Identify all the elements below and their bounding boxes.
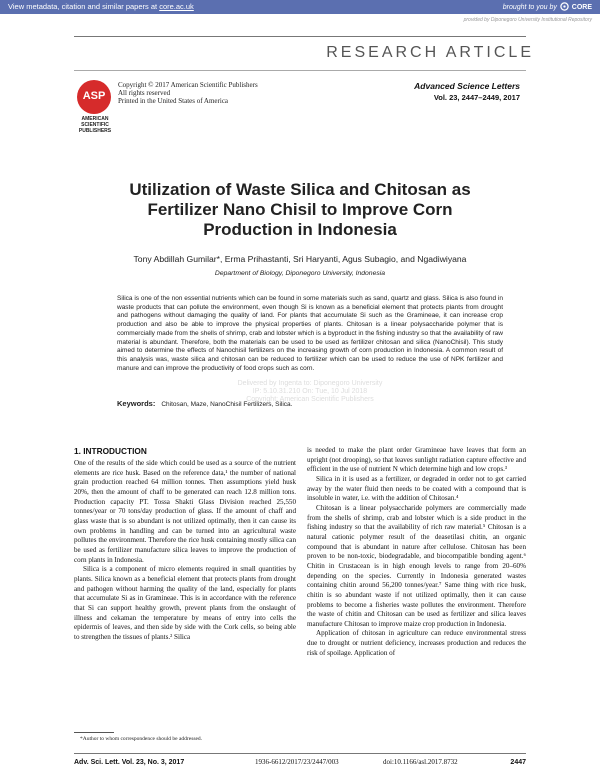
core-brand[interactable]: brought to you by CORE <box>502 4 592 11</box>
download-watermark: Delivered by Ingenta to: Diponegoro University IP: 5.10.31.210 On: Tue, 10 Jul 2018 Copyright: American Scientific Publishers <box>237 380 383 403</box>
abstract: Silica is one of the non essential nutrients which can be found in some materials such as sand, quartz and glass. Silica is also found in waste products that can pollute the environment, even though Si is known as a beneficial element that protects plants from drought and pathogens without damaging the quality of land. For plants that accumulate Si such as the Gramineae, it can increase crop production and also be able to improve the physical properties of plants. Chitosan is a linear polysaccharide polymer that is commercially made from the shells of shrimp, crab and lobster which is a byproduct in the fishing industry so that the availability of raw material is abundant. Therefore, both the materials can be used to be used as fertilizer chitosan and silica (NanoChisil). This study aimed to determine the effects of Nanochisil fertilizers on the increasing growth of corn production in Indonesia. A common result of this analysis was, waste silica and chitosan can be reduced to fertilizer which can be used to reduce the use of NPK fertilizer and manure and can improve the productivity of food crops such as corn. <box>117 295 503 372</box>
authors: Tony Abdillah Gumilar*, Erma Prihastanti, Sri Haryanti, Agus Subagio, and Ngadiwiyana <box>133 254 467 264</box>
paragraph: Silica in it is used as a fertilizer, or degraded in order not to get carried away by the water fluid then needs to be coated with a compound that is insoluble in water, i.e. with the addition of Chitosan.⁴ <box>307 474 526 503</box>
header-rule-top <box>74 36 526 37</box>
affiliation: Department of Biology, Diponegoro University, Indonesia <box>214 270 386 277</box>
header-rule-bottom <box>74 70 526 71</box>
keywords-list: Chitosan, Maze, NanoChisil Fertilizers, Silica. <box>161 401 293 408</box>
paragraph: Silica is a component of micro elements required in small quantities by plants. Silica known as a beneficial element that protects plants from drought and pathogen without harming the quality of the land, especially for plants that accumulate Si as in Gramineae. This is in accordance with the reference that Si can support healthy growth, prevent plants from the onslaught of illness and cekaman the temperature by means of entry into cells the epidermis of leaves, and then side by side with the Cork cells, so being able to strengthen the tissues of plants.² Silica <box>74 565 296 641</box>
article-title: Utilization of Waste Silica and Chitosan as Fertilizer Nano Chisil to Improve Corn Production in Indonesia <box>129 180 471 239</box>
footer-rule <box>74 753 526 754</box>
copyright-notice: Copyright © 2017 American Scientific Publishers All rights reserved Printed in the United States of America <box>118 81 258 106</box>
paragraph: Chitosan is a linear polysaccharide polymers are commercially made from the shells of shrimp, crab and lobster which is a side product in the fishing industry so that the availability of rich raw material.⁵ Chitosan is a natural cationic polymer result of the deasetilasi chitin, an organic compound that is abundant in nature after cellulose. Chitosan has been proven to be non-toxic, biodegradable, and biocompatible bonding agent.⁶ Chitin in Crustacean is in high enough levels to range from 20–60% depending on the species. Currently in Indonesia generated wastes containing chitin around 56,200 tonnes/year.⁷ Same thing with rice husk, chitin is so abundant waste if not utilized optimally, then it can cause problems to become a fisheries waste pollutes the environment. Therefore the waste of chitin and Chitosan can be used as fertilizer and silica leaves manufacture Chitosan to improve maize crop production in Indonesia. <box>307 503 526 628</box>
core-banner <box>0 0 600 14</box>
footer-doi: doi:10.1166/asl.2017.8732 <box>383 758 458 766</box>
journal-info <box>414 81 520 102</box>
paragraph: is needed to make the plant order Gramineae have leaves that form an upright (not drooping), so that leaves sunlight radiation capture effective and efficient in the use of nutrient N which determine high and low crops.³ <box>307 446 526 474</box>
footnote-rule <box>74 732 114 733</box>
provided-by: provided by Diponegoro University Institutional Repository <box>463 17 592 23</box>
keywords-label: Keywords: <box>117 399 156 408</box>
footer-journal-ref: Adv. Sci. Lett. Vol. 23, No. 3, 2017 <box>74 759 185 766</box>
footnote: *Author to whom correspondence should be addressed. <box>80 736 203 742</box>
section-heading: 1. INTRODUCTION <box>74 446 147 456</box>
section-label: RESEARCH ARTICLE <box>326 44 534 61</box>
core-metadata-link[interactable]: View metadata, citation and similar papers at core.ac.uk <box>8 2 194 11</box>
keywords <box>117 399 503 408</box>
paragraph: Application of chitosan in agriculture can reduce environmental stress due to drought or nutrient deficiency, increases production and reduces the risk of spoilage. Application of <box>307 629 526 657</box>
page-number: 2447 <box>510 759 526 766</box>
paragraph: One of the results of the side which could be used as a source of the nutrient elements are rice husk. Based on the reference data,¹ the number of national grain production reached 64 million tonnes. Then assumptions yield husk 20%, then the amount of chaff to be generated can reach 12.8 million tons. Production capacity PT. Tossa Shakti Glass Division reached 25,550 tonnes/year or 70 tons/day production of glass. If the amount of chaff and glass waste that is so abundant is not utilized optimally, then it can cause its own problems in handling and can be turned into an agricultural waste pollutes the environment. Therefore the rice husk containing mostly silica can be used as fertilizer manufacture silica leaves to improve the production of corn plants in Indonesia. <box>74 459 296 564</box>
body-column-left <box>74 446 296 642</box>
publisher-name: AMERICAN SCIENTIFIC PUBLISHERS <box>78 116 112 134</box>
journal-name: Advanced Science Letters <box>414 81 520 91</box>
journal-volume: Vol. 23, 2447–2449, 2017 <box>433 93 520 102</box>
footer-issn: 1936-6612/2017/23/2447/003 <box>255 758 339 766</box>
publisher-logo: ASP <box>77 80 111 114</box>
core-logo-icon <box>560 2 569 11</box>
body-column-right <box>307 446 526 658</box>
